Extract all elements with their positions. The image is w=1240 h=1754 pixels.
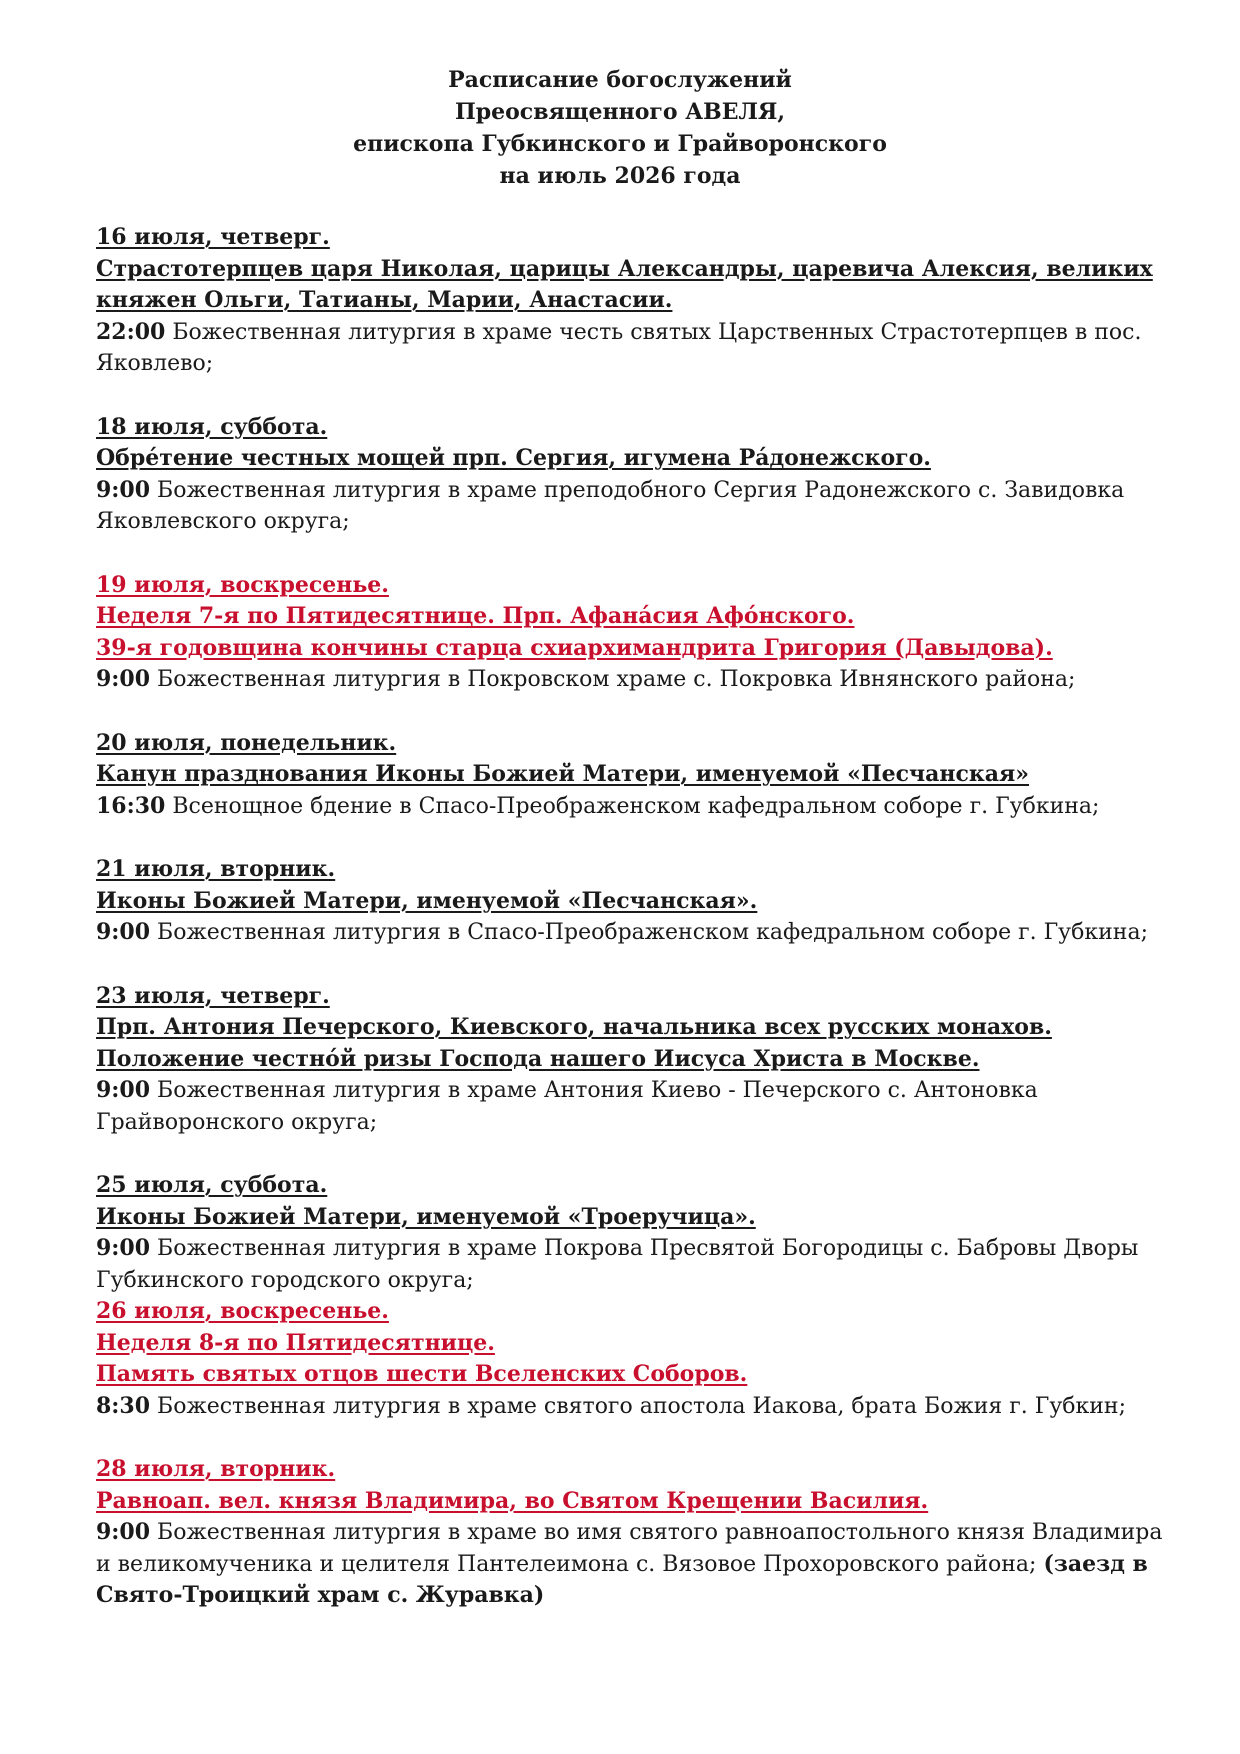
entry-feast: Неделя 8-я по Пятидесятнице. (96, 1329, 495, 1356)
service-description: Божественная литургия в храме Антония Киево - Печерского с. Антоновка Грайворонского округа; (96, 1078, 1038, 1135)
entry-feast: Память святых отцов шести Вселенских Соборов. (96, 1361, 748, 1387)
service-description: Божественная литургия в храме святого апостола Иакова, брата Божия г. Губкин; (150, 1393, 1126, 1419)
header-line-4: на июль 2026 года (499, 163, 741, 189)
header-line-3: епископа Губкинского и Грайворонского (353, 131, 887, 157)
schedule-entry-25 (96, 1170, 1176, 1296)
schedule-entry-26 (96, 1296, 1176, 1422)
entry-service (96, 1075, 1176, 1138)
entry-date: 25 июля, суббота. (96, 1172, 328, 1198)
entry-feast: Равноап. вел. князя Владимира, во Святом Крещении Василия. (96, 1487, 929, 1514)
service-time: 22:00 (96, 318, 166, 345)
entry-service (96, 475, 1176, 538)
entry-service (96, 917, 1176, 949)
service-time: 9:00 (96, 476, 151, 503)
entry-service (96, 1517, 1176, 1612)
service-description: Божественная литургия в храме Покрова Пресвятой Богородицы с. Бабровы Дворы Губкинского городского округа; (96, 1236, 1139, 1293)
entry-feast: Неделя 7-я по Пятидесятнице. Прп. Афана́сия Афо́нского. (96, 603, 855, 629)
schedule-entry-21 (96, 854, 1176, 949)
service-time: 9:00 (96, 1519, 151, 1545)
entry-feast: Иконы Божией Матери, именуемой «Песчанская». (96, 887, 758, 914)
service-note: (заезд в Свято-Троицкий храм с. Журавка) (96, 1550, 1148, 1608)
schedule-entry-16 (96, 222, 1176, 380)
entry-feast: Прп. Антония Печерского, Киевского, начальника всех русских монахов. (96, 1014, 1052, 1040)
entry-service (96, 317, 1176, 380)
schedule-entry-23 (96, 981, 1176, 1139)
header-line-1: Расписание богослужений (448, 67, 792, 93)
schedule-entry-18 (96, 412, 1176, 538)
schedule-list (96, 222, 1176, 1644)
service-time: 9:00 (96, 919, 151, 945)
entry-feast: 39-я годовщина кончины старца схиархимандрита Григория (Давыдова). (96, 634, 1053, 661)
entry-service (96, 1391, 1176, 1423)
entry-feast: Положение честно́й ризы Господа нашего Иисуса Христа в Москве. (96, 1045, 980, 1072)
entry-date: 19 июля, воскресенье. (96, 571, 389, 598)
service-description: Божественная литургия в храме во имя святого равноапостольного князя Владимира и великомученика и целителя Пантелеимона с. Вязовое Прохоровского района; (96, 1520, 1163, 1577)
service-time: 16:30 (96, 792, 166, 819)
entry-service (96, 1233, 1176, 1296)
schedule-entry-19 (96, 570, 1176, 696)
entry-date: 23 июля, четверг. (96, 982, 330, 1009)
header-line-2: Преосвященного АВЕЛЯ, (454, 99, 786, 125)
entry-feast: Иконы Божией Матери, именуемой «Троеручица». (96, 1203, 756, 1230)
service-description: Божественная литургия в Покровском храме с. Покровка Ивнянского района; (150, 667, 1076, 692)
entry-feast: Канун празднования Иконы Божией Матери, именуемой «Песчанская» (96, 761, 1029, 787)
service-description: Божественная литургия в Спасо-Преображенском кафедральном соборе г. Губкина; (150, 920, 1148, 945)
entry-date: 21 июля, вторник. (96, 856, 336, 882)
service-description: Божественная литургия в храме честь святых Царственных Страстотерпцев в пос. Яковлево; (96, 319, 1142, 376)
service-time: 9:00 (96, 1235, 151, 1261)
service-time: 8:30 (96, 1392, 151, 1419)
schedule-entry-28 (96, 1454, 1176, 1612)
entry-date: 26 июля, воскресенье. (96, 1298, 389, 1324)
entry-feast: Страстотерпцев царя Николая, царицы Александры, царевича Алексия, великих княжен Ольги, Татианы, Марии, Анастасии. (96, 255, 1153, 313)
service-description: Всенощное бдение в Спасо-Преображенском кафедральном соборе г. Губкина; (165, 793, 1100, 819)
entry-date: 20 июля, понедельник. (96, 729, 397, 756)
entry-date: 16 июля, четверг. (96, 224, 330, 250)
entry-service (96, 791, 1176, 823)
service-description: Божественная литургия в храме преподобного Сергия Радонежского с. Завидовка Яковлевского округа; (96, 477, 1125, 534)
schedule-entry-20 (96, 728, 1176, 823)
service-time: 9:00 (96, 1077, 151, 1103)
entry-date: 28 июля, вторник. (96, 1456, 336, 1482)
entry-feast: Обре́тение честных мощей прп. Сергия, игумена Ра́донежского. (96, 445, 931, 471)
entry-date: 18 июля, суббота. (96, 413, 328, 440)
service-time: 9:00 (96, 666, 151, 692)
schedule-header (0, 64, 1240, 192)
entry-service (96, 664, 1176, 696)
